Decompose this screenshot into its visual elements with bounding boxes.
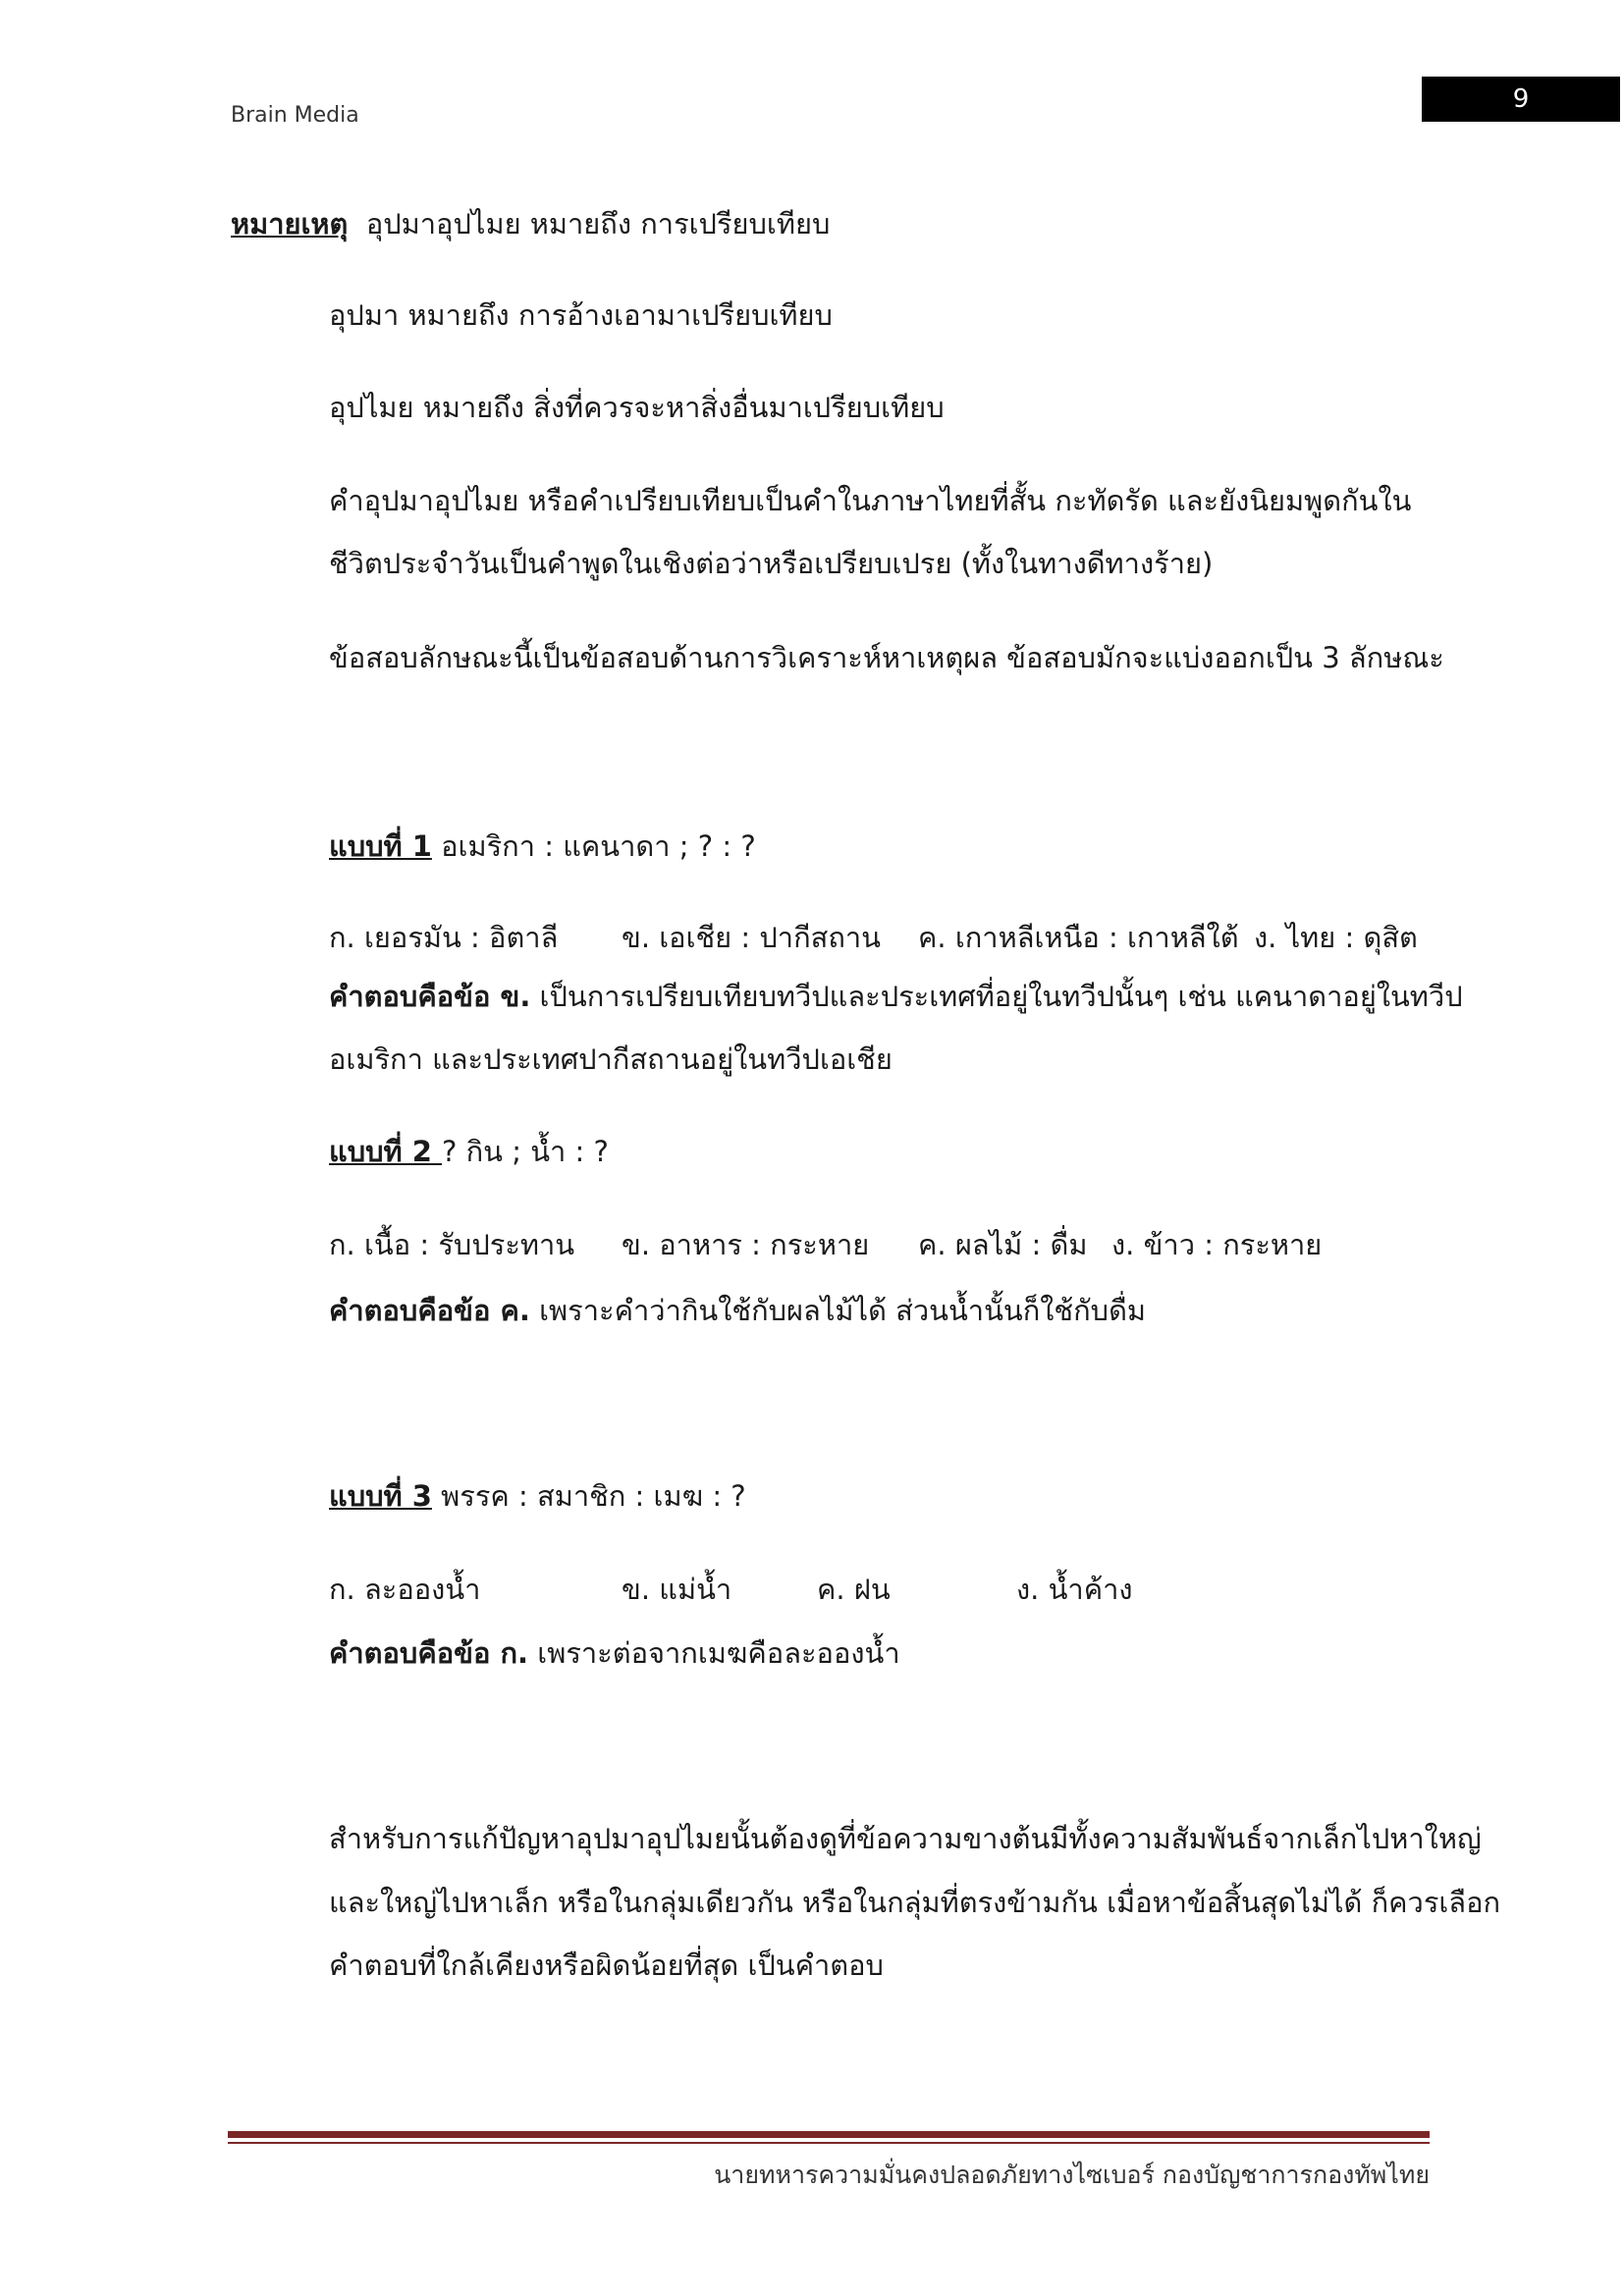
type-1-options — [329, 918, 1429, 957]
type-3-option-b: ข. แม่น้ำ — [622, 1573, 732, 1606]
type-1-question — [329, 827, 756, 866]
type-2-options — [329, 1225, 1429, 1264]
note-text: อุปมาอุปไมย หมายถึง การเปรียบเทียบ — [365, 207, 831, 240]
type-3-option-c: ค. ฝน — [817, 1573, 891, 1606]
type-3-option-d: ง. น้ำค้าง — [1016, 1573, 1133, 1606]
header-brand: Brain Media — [231, 103, 359, 128]
type-2-answer-text: เพราะคำว่ากินใช้กับผลไม้ได้ ส่วนน้ำนั้นก็ใช้กับดื่ม — [529, 1294, 1147, 1327]
type-3-question — [329, 1476, 746, 1516]
conclusion-line-1: สำหรับการแก้ปัญหาอุปมาอุปไมยนั้นต้องดูที่ข้อความขางต้นมีทั้งความสัมพันธ์จากเล็กไปหาใหญ่ — [329, 1822, 1482, 1855]
type-1-option-d: ง. ไทย : ดุสิต — [1254, 921, 1418, 954]
type-2-label: แบบที่ 2 — [329, 1135, 442, 1168]
footer-rule-thick — [228, 2131, 1430, 2138]
footer-text: นายทหารความมั่นคงปลอดภัยทางไซเบอร์ กองบัญชาการกองทัพไทย — [714, 2161, 1430, 2189]
type-1-question-text: อเมริกา : แคนาดา ; ? : ? — [431, 829, 756, 863]
type-3-options — [329, 1570, 1429, 1609]
type-1-label: แบบที่ 1 — [329, 829, 432, 863]
upama-definition: อุปมา หมายถึง การอ้างเอามาเปรียบเทียบ — [329, 298, 833, 332]
exam-intro: ข้อสอบลักษณะนี้เป็นข้อสอบด้านการวิเคราะห์หาเหตุผล ข้อสอบมักจะแบ่งออกเป็น 3 ลักษณะ — [329, 641, 1444, 674]
type-1-option-a: ก. เยอรมัน : อิตาลี — [329, 921, 559, 954]
type-2-option-c: ค. ผลไม้ : ดื่ม — [918, 1228, 1088, 1261]
type-2-option-b: ข. อาหาร : กระหาย — [622, 1228, 870, 1261]
type-1-option-c: ค. เกาหลีเหนือ : เกาหลีใต้ — [918, 921, 1239, 954]
description-line-1: คำอุปมาอุปไมย หรือคำเปรียบเทียบเป็นคำในภาษาไทยที่สั้น กะทัดรัด และยังนิยมพูดกันใน — [329, 484, 1412, 517]
type-3-label: แบบที่ 3 — [329, 1479, 432, 1513]
type-3-answer-line-1 — [329, 1633, 900, 1673]
page-number-badge: 9 — [1422, 77, 1620, 122]
type-3-option-a: ก. ละอองน้ำ — [329, 1573, 481, 1606]
type-1-option-b: ข. เอเชีย : ปากีสถาน — [622, 921, 882, 954]
note-label: หมายเหตุ — [231, 207, 349, 240]
footer-rule-thin — [228, 2142, 1430, 2144]
type-3-answer-label: คำตอบคือข้อ ก. — [329, 1636, 529, 1670]
note-heading-line — [231, 204, 830, 243]
type-3-answer-text: เพราะต่อจากเมฆคือละอองน้ำ — [528, 1636, 900, 1670]
type-2-question — [329, 1132, 609, 1171]
conclusion-line-3: คำตอบที่ใกล้เคียงหรือผิดน้อยที่สุด เป็นคำตอบ — [329, 1949, 884, 1982]
upamai-definition: อุปไมย หมายถึง สิ่งที่ควรจะหาสิ่งอื่นมาเปรียบเทียบ — [329, 391, 945, 424]
type-2-option-d: ง. ข้าว : กระหาย — [1111, 1228, 1323, 1261]
type-3-question-text: พรรค : สมาชิก : เมฆ : ? — [431, 1479, 746, 1513]
type-1-answer-line-1 — [329, 977, 1463, 1016]
type-2-answer-label: คำตอบคือข้อ ค. — [329, 1294, 530, 1327]
type-1-answer-line-2: อเมริกา และประเทศปากีสถานอยู่ในทวีปเอเชีย — [329, 1042, 893, 1076]
conclusion-line-2: และใหญ่ไปหาเล็ก หรือในกลุ่มเดียวกัน หรือในกลุ่มที่ตรงข้ามกัน เมื่อหาข้อสิ้นสุดไม่ได้ ก็ควรเลือก — [329, 1886, 1501, 1919]
type-2-question-text: ? กิน ; น้ำ : ? — [442, 1135, 609, 1168]
type-1-answer-text: เป็นการเปรียบเทียบทวีปและประเทศที่อยู่ในทวีปนั้นๆ เช่น แคนาดาอยู่ในทวีป — [530, 980, 1463, 1013]
type-2-answer-line-1 — [329, 1291, 1146, 1330]
description-line-2: ชีวิตประจำวันเป็นคำพูดในเชิงต่อว่าหรือเปรียบเปรย (ทั้งในทางดีทางร้าย) — [329, 547, 1214, 580]
type-2-option-a: ก. เนื้อ : รับประทาน — [329, 1228, 575, 1261]
type-1-answer-label: คำตอบคือข้อ ข. — [329, 980, 531, 1013]
